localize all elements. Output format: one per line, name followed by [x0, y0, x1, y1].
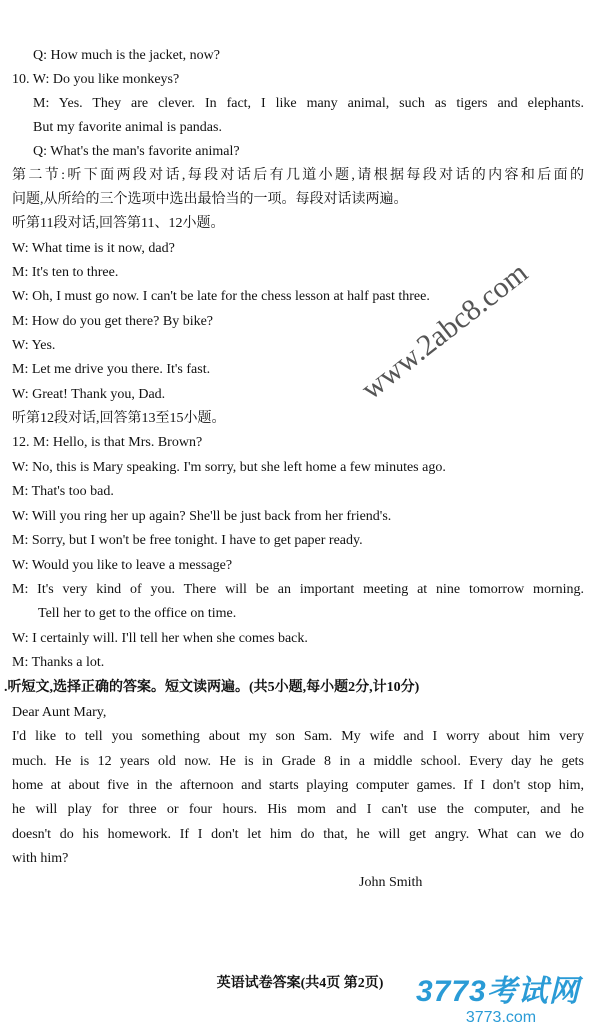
watermark-text: www.2abc8.com	[355, 256, 534, 407]
text-line: 听第12段对话,回答第13至15小题。	[12, 411, 226, 426]
text-line: 第二节:听下面两段对话,每段对话后有几道小题,请根据每段对话的内容和后面的	[12, 168, 584, 183]
text-line: M: Yes. They are clever. In fact, I like many animal, such as tigers and elephants.	[33, 96, 584, 111]
text-line: M: How do you get there? By bike?	[12, 314, 214, 329]
text-line: M: That's too bad.	[12, 484, 114, 499]
text-line: much. He is 12 years old now. He is in Grade 8 in a middle school. Every day he gets	[12, 754, 584, 769]
site-logo	[416, 975, 586, 1030]
text-line: M: Let me drive you there. It's fast.	[12, 362, 211, 377]
text-line: W: What time is it now, dad?	[12, 241, 175, 256]
text-line: doesn't do his homework. If I don't let him do that, he will get angry. What can we do	[12, 827, 584, 842]
text-line: 问题,从所给的三个选项中选出最恰当的一项。每段对话读两遍。	[12, 192, 408, 207]
text-line: Q: How much is the jacket, now?	[33, 48, 221, 63]
text-line: Q: What's the man's favorite animal?	[33, 144, 240, 159]
text-line: I'd like to tell you something about my son Sam. My wife and I worry about him very	[12, 729, 584, 744]
logo-sub-text: 3773.com	[465, 1009, 537, 1026]
text-line: M: Sorry, but I won't be free tonight. I have to get paper ready.	[12, 533, 363, 548]
text-line: John Smith	[359, 875, 423, 890]
text-line: home at about five in the afternoon and starts playing computer games. If I don't stop him,	[12, 778, 584, 793]
text-line: W: Oh, I must go now. I can't be late for the chess lesson at half past three.	[12, 289, 430, 304]
text-line: with him?	[12, 851, 69, 866]
text-line: W: Will you ring her up again? She'll be just back from her friend's.	[12, 509, 392, 524]
page-footer: 英语试卷答案(共4页 第2页)	[216, 976, 384, 991]
text-line: 听第11段对话,回答第11、12小题。	[12, 216, 225, 231]
text-line: M: It's ten to three.	[12, 265, 119, 280]
text-line: W: Yes.	[12, 338, 56, 353]
text-line: 10. W: Do you like monkeys?	[12, 72, 180, 87]
text-line: W: I certainly will. I'll tell her when she comes back.	[12, 631, 308, 646]
text-line: 12. M: Hello, is that Mrs. Brown?	[12, 435, 203, 450]
text-line: W: Great! Thank you, Dad.	[12, 387, 166, 402]
text-line: W: Would you like to leave a message?	[12, 558, 233, 573]
text-line: he will play for three or four hours. His mom and I can't use the computer, and he	[12, 802, 584, 817]
text-line: But my favorite animal is pandas.	[33, 120, 222, 135]
text-line: W: No, this is Mary speaking. I'm sorry, but she left home a few minutes ago.	[12, 460, 446, 475]
text-line: .听短文,选择正确的答案。短文读两遍。(共5小题,每小题2分,计10分)	[4, 680, 420, 695]
text-line: M: It's very kind of you. There will be an important meeting at nine tomorrow morning.	[12, 582, 584, 597]
text-line: Dear Aunt Mary,	[12, 705, 107, 720]
logo-main-text: 3773考试网	[416, 975, 580, 1008]
text-line: M: Thanks a lot.	[12, 655, 105, 670]
text-line: Tell her to get to the office on time.	[38, 606, 237, 621]
